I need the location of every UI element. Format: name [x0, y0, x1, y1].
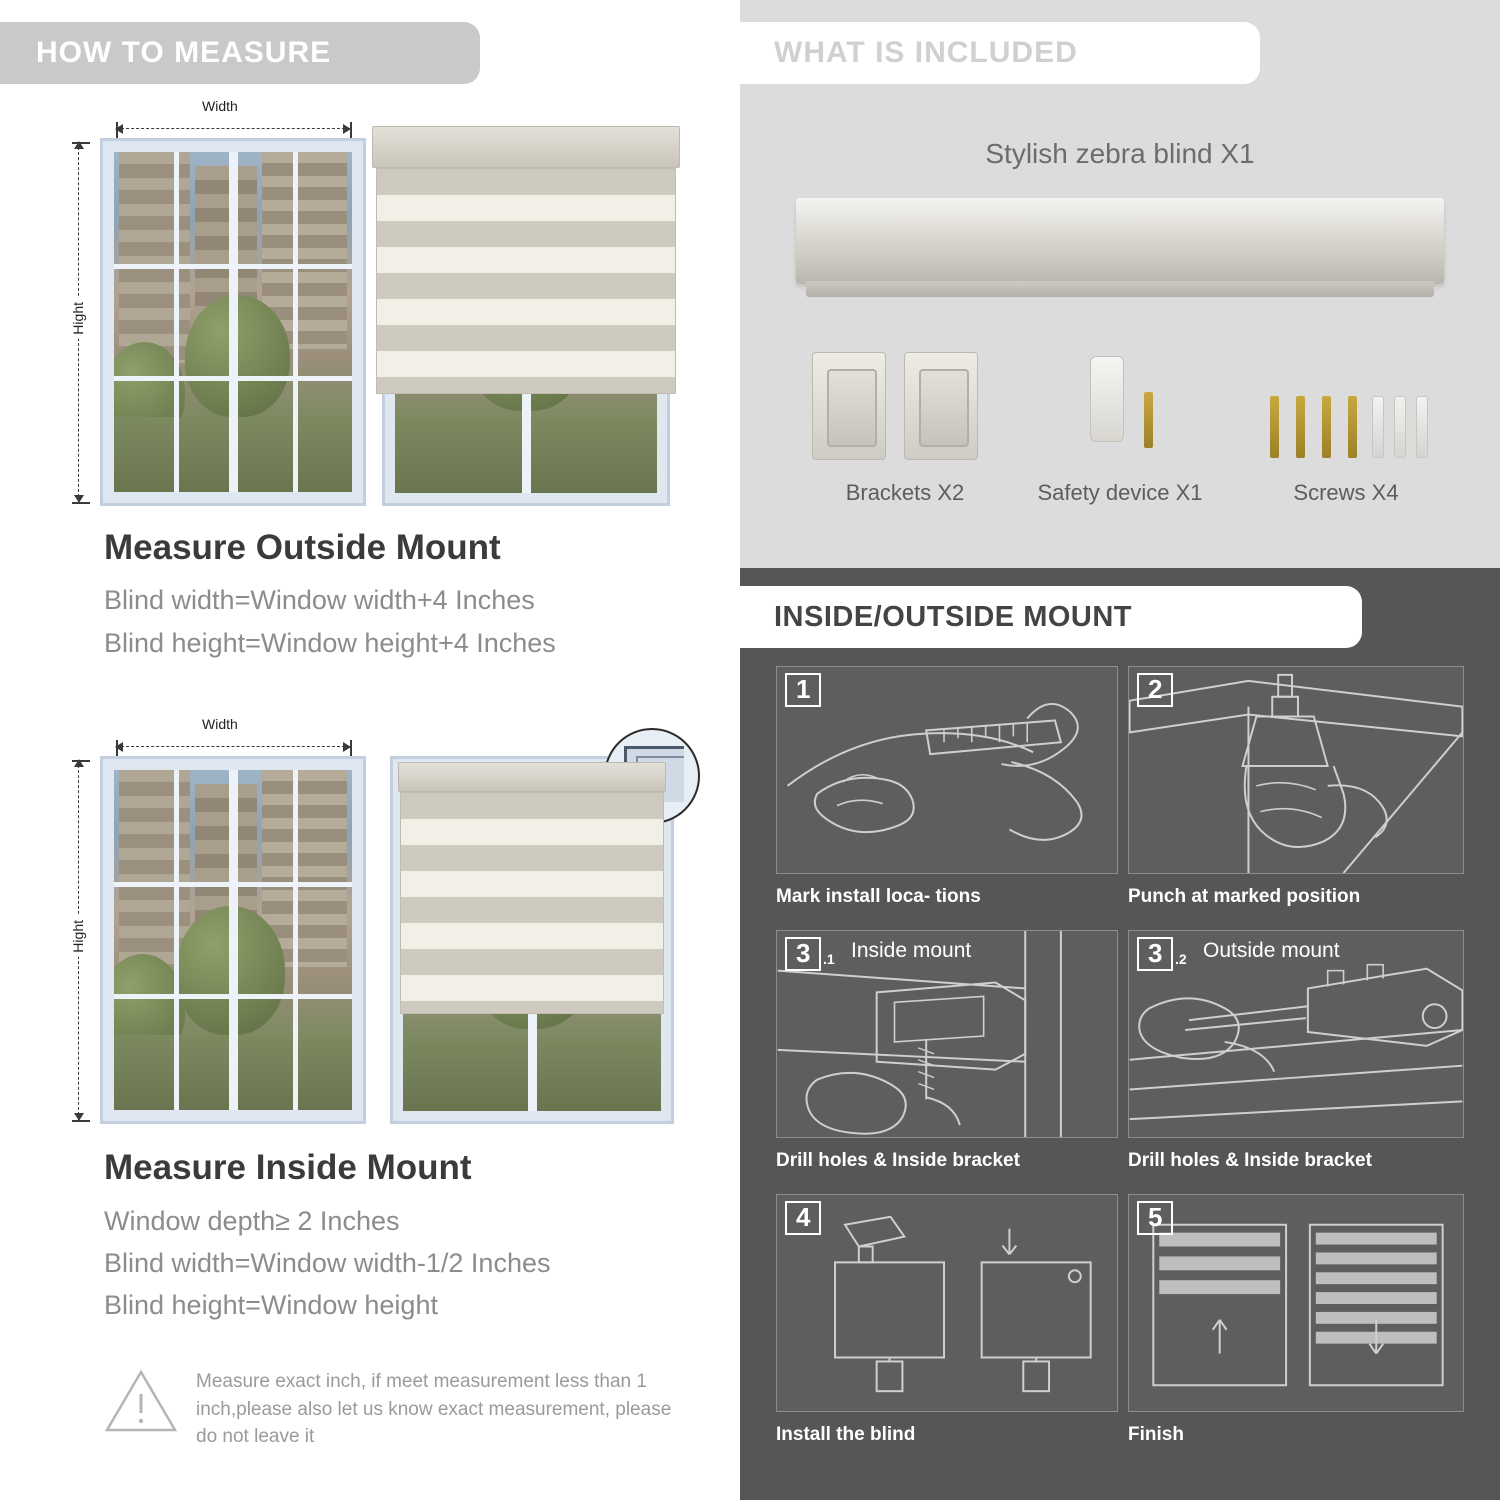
anchor-1: [1372, 396, 1384, 458]
zebra-blind-product: [796, 198, 1444, 284]
outside-mount-heading: Measure Outside Mount: [104, 528, 501, 567]
window-without-blind: [100, 138, 366, 506]
step-5-number: 5: [1137, 1201, 1173, 1235]
inside-mount-line-1: Window depth≥ 2 Inches: [104, 1206, 400, 1236]
blind-headrail: [398, 762, 666, 792]
inside-mount-line-3: Blind height=Window height: [104, 1290, 438, 1320]
step-1-number: 1: [785, 673, 821, 707]
screw-4: [1348, 396, 1357, 458]
bracket-part-1: [812, 352, 886, 460]
what-is-included-banner: WHAT IS INCLUDED: [740, 22, 1260, 84]
tick: [72, 760, 90, 762]
blind-fabric: [376, 168, 676, 394]
screws-label: Screws X4: [1293, 480, 1399, 505]
step-2-number: 2: [1137, 673, 1173, 707]
safety-device-part: [1090, 356, 1124, 442]
step-3-2-illustration: [1128, 930, 1464, 1138]
window-scene: [114, 152, 352, 492]
right-column: [740, 0, 1500, 1500]
screw-2: [1296, 396, 1305, 458]
step-3-1-number: 3: [785, 937, 821, 971]
outside-mount-illustration: [0, 98, 740, 528]
warning-triangle-icon: [104, 1368, 178, 1434]
step-2-illustration: [1128, 666, 1464, 874]
step-4-illustration: [776, 1194, 1118, 1412]
inside-width-label: Width: [196, 716, 244, 732]
outside-height-label: Hight: [70, 298, 86, 339]
inside-outside-mount-banner: INSIDE/OUTSIDE MOUNT: [740, 586, 1362, 648]
anchor-3: [1416, 396, 1428, 458]
step-1-caption: Mark install loca- tions: [776, 886, 981, 907]
outside-mount-line-1: Blind width=Window width+4 Inches: [104, 585, 535, 615]
inside-outside-mount-panel: [740, 568, 1500, 1500]
outside-width-dimension: [116, 128, 350, 129]
step-3-2-caption: Drill holes & Inside bracket: [1128, 1150, 1372, 1171]
inside-mount-illustration: [0, 716, 740, 1146]
outside-width-label: Width: [196, 98, 244, 114]
bracket-part-2: [904, 352, 978, 460]
included-product-title: Stylish zebra blind X1: [985, 138, 1255, 169]
step-3-1-subnumber: .1: [823, 951, 835, 967]
how-to-measure-column: [0, 0, 740, 1500]
screw-3: [1322, 396, 1331, 458]
step-3-2-subnumber: .2: [1175, 951, 1187, 967]
inside-mount-heading: Measure Inside Mount: [104, 1148, 472, 1187]
brackets-label: Brackets X2: [845, 480, 965, 505]
inside-width-dimension: [116, 746, 350, 747]
inside-height-label: Hight: [70, 916, 86, 957]
screw-1: [1270, 396, 1279, 458]
step-3-1-caption: Drill holes & Inside bracket: [776, 1150, 1020, 1171]
step-1-illustration: [776, 666, 1118, 874]
step-4-caption: Install the blind: [776, 1424, 916, 1445]
safety-screw: [1144, 392, 1153, 448]
step-5-caption: Finish: [1128, 1424, 1184, 1445]
step-3-2-number: 3: [1137, 937, 1173, 971]
tick: [72, 1120, 90, 1122]
what-is-included-panel: [740, 0, 1500, 568]
tick: [72, 142, 90, 144]
step-3-2-title: Outside mount: [1203, 939, 1340, 962]
tick: [72, 502, 90, 504]
safety-device-label: Safety device X1: [1037, 480, 1203, 505]
measurement-note: [104, 1368, 684, 1451]
anchor-2: [1394, 396, 1406, 458]
outside-mount-line-2: Blind height=Window height+4 Inches: [104, 628, 556, 658]
blind-headrail: [372, 126, 680, 168]
measurement-note-text: Measure exact inch, if meet measurement less than 1 inch,please also let us know exact measurement, please do not leave it: [196, 1371, 672, 1448]
step-3-1-illustration: [776, 930, 1118, 1138]
how-to-measure-banner: HOW TO MEASURE: [0, 22, 480, 84]
inside-mount-line-2: Blind width=Window width-1/2 Inches: [104, 1248, 551, 1278]
blind-fabric: [400, 792, 664, 1014]
step-5-illustration: [1128, 1194, 1464, 1412]
step-2-caption: Punch at marked position: [1128, 886, 1361, 907]
window-scene: [114, 770, 352, 1110]
step-3-1-title: Inside mount: [851, 939, 972, 962]
window-without-blind: [100, 756, 366, 1124]
step-4-number: 4: [785, 1201, 821, 1235]
